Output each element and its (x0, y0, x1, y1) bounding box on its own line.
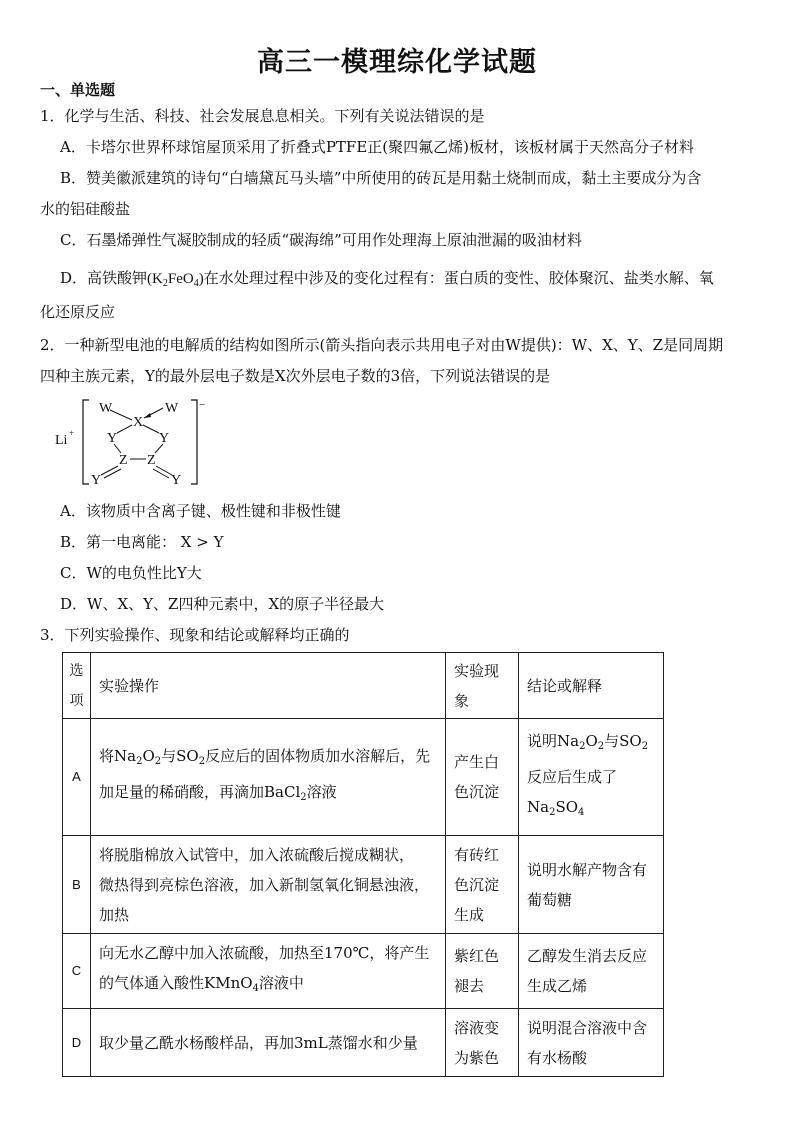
experiment-table (62, 652, 664, 1077)
atom-y-right: Y (159, 431, 170, 446)
atom-w-left: W (99, 401, 113, 416)
left-bracket (83, 400, 89, 484)
li-charge: + (69, 428, 75, 438)
q1-option-d-prefix: D．高铁酸钾 (60, 269, 148, 287)
row-operation: 向无水乙醇中加入浓硫酸，加热至170℃，将产生 的气体通入酸性KMnO$_4$溶液中 (91, 934, 446, 1009)
row-operation: 将脱脂棉放入试管中，加入浓硫酸后搅成糊状， 微热得到亮棕色溶液，加入新制氢氧化铜悬浊液， 加热 (91, 836, 446, 934)
header-option: 选 项 (63, 653, 91, 719)
row-phenomenon: 溶液变 为紫色 (446, 1009, 519, 1077)
q2-option-b: B．第一电离能： X > Y (60, 533, 224, 551)
q1-option-a: A．卡塔尔世界杯球馆屋顶采用了折叠式PTFE正(聚四氟乙烯)板材，该板材属于天然高分子材料 (60, 138, 694, 156)
bond-y-z-left (114, 444, 121, 453)
double-bond-left-b (104, 469, 121, 478)
table-row (63, 836, 664, 934)
row-label: B (63, 836, 91, 934)
section-heading: 一、单选题 (40, 81, 116, 99)
formula-k2feo4: $(K_2FeO_4)$ (147, 271, 204, 289)
electrolyte-structure-diagram (55, 396, 215, 488)
q2-stem-cont: 四种主族元素，Y的最外层电子数是X次外层电子数的3倍，下列说法错误的是 (40, 367, 551, 385)
page-title: 高三一模理综化学试题 (257, 47, 537, 78)
q3-stem: 3．下列实验操作、现象和结论或解释均正确的 (40, 626, 350, 644)
q2-option-d: D．W、X、Y、Z四种元素中，X的原子半径最大 (60, 595, 385, 613)
row-phenomenon: 紫红色 褪去 (446, 934, 519, 1009)
atom-z-right: Z (147, 453, 156, 468)
table-header-row (63, 653, 664, 719)
q2-option-a: A．该物质中含离子键、极性键和非极性键 (60, 502, 341, 520)
double-bond-right-a (156, 466, 172, 475)
row-conclusion: 乙醇发生消去反应 生成乙烯 (519, 934, 664, 1009)
atom-y-bottom-right: Y (171, 473, 182, 488)
row-operation: 将$Na_2O_2$与$SO_2$反应后的固体物质加水溶解后，先 加足量的稀硝酸，再滴加BaCl$_2$溶液 (91, 719, 446, 836)
bracket-charge: − (199, 399, 206, 411)
table-row (63, 1009, 664, 1077)
bond-w-x-left (110, 410, 132, 420)
q1-option-b: B．赞美徽派建筑的诗句“白墙黛瓦马头墙”中所使用的砖瓦是用黏土烧制而成，黏土主要成分为含 (60, 169, 702, 187)
atom-x: X (133, 415, 144, 430)
row-phenomenon: 有砖红 色沉淀 生成 (446, 836, 519, 934)
atom-w-right: W (165, 401, 179, 416)
atom-y-bottom-left: Y (91, 473, 102, 488)
q1-option-d-cont: 化还原反应 (40, 303, 116, 321)
header-conclusion: 结论或解释 (519, 653, 664, 719)
row-conclusion: 说明$Na_2O_2$与$SO_2$ 反应后生成了 $Na_2SO_4$ (519, 719, 664, 836)
q2-option-c: C．W的电负性比Y大 (60, 564, 202, 582)
q1-option-b-cont: 水的铝硅酸盐 (40, 200, 131, 218)
table-row (63, 934, 664, 1009)
double-bond-left-a (101, 466, 118, 475)
bond-x-y-left (117, 425, 132, 433)
li-label: Li (55, 433, 68, 448)
row-conclusion: 说明混合溶液中含 有水杨酸 (519, 1009, 664, 1077)
atom-y-left: Y (107, 431, 118, 446)
header-phenomenon: 实验现 象 (446, 653, 519, 719)
bond-x-y-right (143, 425, 159, 433)
q1-option-c: C．石墨烯弹性气凝胶制成的轻质“碳海绵”可用作处理海上原油泄漏的吸油材料 (60, 231, 582, 249)
row-label: D (63, 1009, 91, 1077)
q1-option-d-text: 在水处理过程中涉及的变化过程有：蛋白质的变性、胶体聚沉、盐类水解、氧 (203, 269, 714, 287)
header-operation: 实验操作 (91, 653, 446, 719)
row-label: C (63, 934, 91, 1009)
right-bracket (191, 400, 197, 484)
double-bond-right-b (153, 469, 169, 478)
coordination-arrowhead (144, 413, 151, 418)
q2-stem: 2．一种新型电池的电解质的结构如图所示(箭头指向表示共用电子对由W提供)：W、X、Y、Z是同周期 (40, 336, 724, 354)
q1-stem: 1．化学与生活、科技、社会发展息息相关。下列有关说法错误的是 (40, 107, 485, 125)
table-row (63, 719, 664, 836)
row-operation: 取少量乙酰水杨酸样品，再加3mL蒸馏水和少量 (91, 1009, 446, 1077)
atom-z-left: Z (119, 453, 128, 468)
row-conclusion: 说明水解产物含有 葡萄糖 (519, 836, 664, 934)
q1-option-d (60, 268, 714, 294)
row-phenomenon: 产生白 色沉淀 (446, 719, 519, 836)
row-label: A (63, 719, 91, 836)
